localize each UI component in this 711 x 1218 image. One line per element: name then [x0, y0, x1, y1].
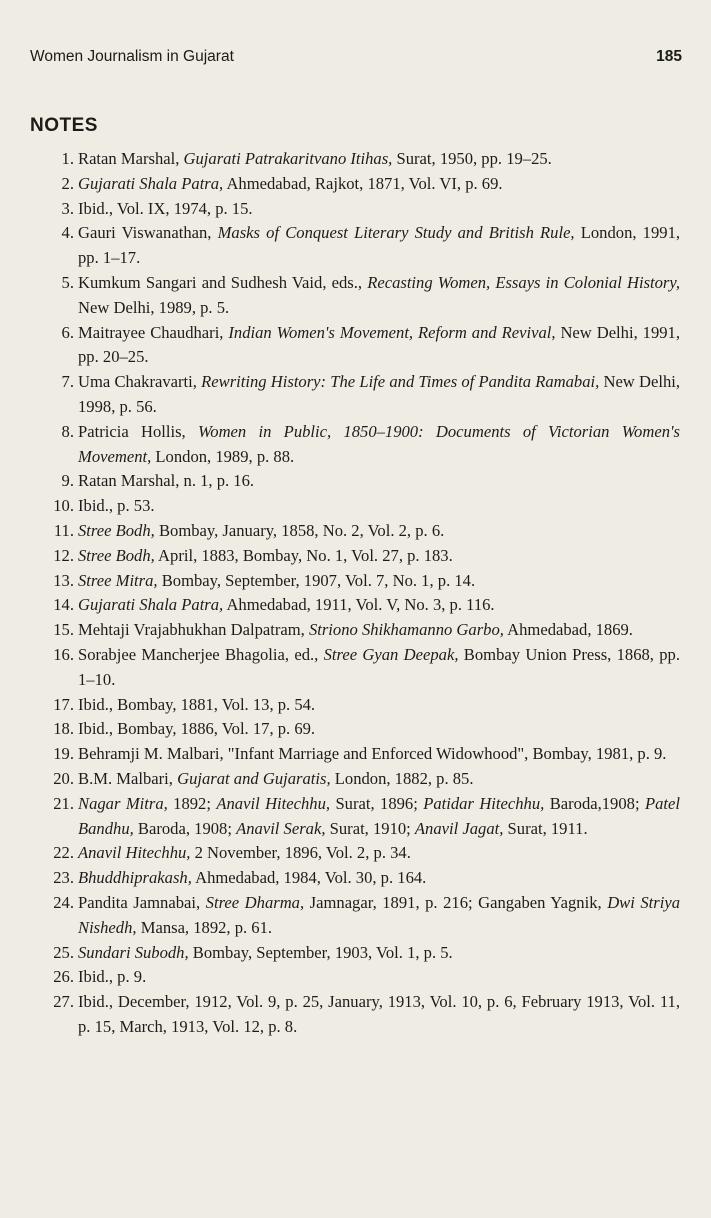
note-item — [30, 643, 680, 693]
note-segment: Ahmedabad, 1869. — [503, 620, 633, 640]
note-segment: Baroda,1908; — [544, 793, 645, 813]
notes-heading: NOTES — [30, 115, 98, 136]
note-item — [30, 271, 680, 321]
note-segment: Ibid., p. 9. — [78, 967, 147, 987]
note-text — [78, 941, 680, 966]
note-item — [30, 767, 680, 792]
note-number: 8. — [61, 421, 74, 441]
italic-title: Striono Shikhamanno Garbo, — [308, 620, 504, 640]
note-segment: Ibid., p. 53. — [78, 496, 155, 516]
note-segment: Bombay, January, 1858, No. 2, Vol. 2, p. 6. — [154, 520, 445, 540]
italic-title: Gujarati Patrakaritvano Itihas, — [183, 149, 393, 168]
note-text — [78, 693, 680, 718]
note-segment: Ahmedabad, 1984, Vol. 30, p. 164. — [191, 868, 427, 888]
italic-title: Rewriting History: The Life and Times of Pandita Ramabai, — [201, 372, 600, 392]
note-segment: Jamnagar, 1891, p. 216; Gangaben Yagnik, — [304, 892, 608, 912]
note-item — [30, 172, 680, 197]
note-segment: Maitrayee Chaudhari, — [78, 322, 229, 342]
note-segment: Surat, 1911. — [503, 818, 588, 838]
note-text — [78, 742, 680, 767]
note-item — [30, 197, 680, 222]
note-number: 27. — [53, 992, 74, 1012]
note-segment: London, 1989, p. 88. — [151, 446, 295, 466]
note-item — [30, 717, 680, 742]
note-item — [30, 618, 680, 643]
note-number: 23. — [53, 868, 74, 888]
note-text — [78, 544, 680, 569]
note-segment: New Delhi, 1989, p. 5. — [78, 297, 230, 317]
note-segment: April, 1883, Bombay, No. 1, Vol. 27, p. 183. — [154, 545, 453, 565]
note-item — [30, 420, 680, 470]
note-number: 6. — [61, 322, 74, 342]
note-number: 17. — [53, 694, 74, 714]
note-segment: Baroda, 1908; — [133, 818, 237, 838]
note-number: 1. — [61, 149, 74, 168]
note-number: 4. — [61, 223, 74, 243]
note-item — [30, 792, 680, 842]
note-item — [30, 941, 680, 966]
note-number: 21. — [53, 793, 74, 813]
italic-title: Anavil Hitechhu, — [216, 793, 331, 813]
note-segment: Surat, 1950, pp. 19–25. — [392, 149, 552, 168]
note-number: 11. — [53, 520, 74, 540]
note-item — [30, 990, 680, 1040]
note-segment: New Delhi, 1998, p. 56. — [78, 372, 680, 416]
italic-title: Sundari Subodh, — [78, 942, 189, 962]
note-segment: Surat, 1896; — [330, 793, 424, 813]
note-number: 19. — [53, 744, 74, 764]
note-text — [78, 321, 680, 371]
note-item — [30, 494, 680, 519]
note-text — [78, 172, 680, 197]
italic-title: Stree Gyan Deepak, — [323, 644, 459, 664]
note-segment: B.M. Malbari, — [78, 768, 178, 788]
note-text — [78, 866, 680, 891]
note-segment: New Delhi, 1991, pp. 20–25. — [78, 322, 680, 367]
note-text — [78, 147, 680, 172]
italic-title: Recasting Women, Essays in Colonial History, — [367, 272, 680, 292]
note-number: 26. — [53, 967, 74, 987]
note-item — [30, 569, 680, 594]
italic-title: Gujarati Shala Patra, — [78, 173, 224, 193]
note-item — [30, 866, 680, 891]
italic-title: Stree Dharma, — [205, 892, 305, 912]
note-number: 3. — [61, 198, 74, 218]
note-segment: Ahmedabad, 1911, Vol. V, No. 3, p. 116. — [223, 595, 495, 615]
italic-title: Anavil Jagat, — [414, 818, 504, 838]
note-item — [30, 693, 680, 718]
note-text — [78, 221, 680, 271]
note-item — [30, 469, 680, 494]
note-text — [78, 519, 680, 544]
note-segment: Bombay, September, 1903, Vol. 1, p. 5. — [188, 942, 453, 962]
note-item — [30, 221, 680, 271]
note-text — [78, 643, 680, 693]
running-header — [30, 48, 682, 72]
note-text — [78, 469, 680, 494]
note-segment: Behramji M. Malbari, "Infant Marriage and Enforced Widowhood", Bombay, 1981, p. 9. — [78, 744, 667, 764]
note-segment: London, 1991, pp. 1–17. — [78, 223, 681, 268]
note-segment: Sorabjee Mancherjee Bhagolia, ed., — [78, 644, 324, 664]
note-number: 5. — [61, 272, 74, 292]
italic-title: Gujarat and Gujaratis, — [177, 768, 331, 788]
note-number: 12. — [53, 545, 74, 565]
note-number: 14. — [53, 595, 74, 615]
note-item — [30, 965, 680, 990]
note-segment: Ibid., Bombay, 1881, Vol. 13, p. 54. — [78, 694, 316, 714]
note-text — [78, 990, 680, 1040]
note-number: 16. — [53, 644, 74, 664]
italic-title: Patidar Hitechhu, — [423, 793, 545, 813]
note-item — [30, 544, 680, 569]
note-text — [78, 494, 680, 519]
note-item — [30, 593, 680, 618]
running-title: Women Journalism in Gujarat — [30, 48, 234, 65]
italic-title: Masks of Conquest Literary Study and British Rule, — [217, 223, 575, 243]
italic-title: Stree Mitra, — [78, 570, 158, 590]
note-text — [78, 593, 680, 618]
note-text — [78, 965, 680, 990]
note-segment: Ibid., Bombay, 1886, Vol. 17, p. 69. — [78, 719, 316, 739]
note-segment: Mehtaji Vrajabhukhan Dalpatram, — [78, 620, 309, 640]
note-number: 20. — [53, 768, 74, 788]
italic-title: Stree Bodh, — [78, 520, 155, 540]
note-number: 22. — [53, 843, 74, 863]
note-segment: Uma Chakravarti, — [78, 372, 202, 392]
italic-title: Stree Bodh, — [78, 545, 155, 565]
note-number: 25. — [53, 942, 74, 962]
italic-title: Nagar Mitra, — [78, 793, 168, 813]
note-segment: 2 November, 1896, Vol. 2, p. 34. — [190, 843, 411, 863]
note-number: 7. — [61, 372, 74, 392]
note-text — [78, 717, 680, 742]
italic-title: Women in Public, 1850–1900: Documents of Victorian Women's Movement, — [78, 421, 681, 466]
italic-title: Anavil Hitechhu, — [78, 843, 191, 863]
note-segment: Ratan Marshal, n. 1, p. 16. — [78, 471, 255, 491]
note-number: 13. — [53, 570, 74, 590]
note-text — [78, 271, 680, 321]
note-text — [78, 841, 680, 866]
note-item — [30, 891, 680, 941]
note-segment: Ahmedabad, Rajkot, 1871, Vol. VI, p. 69. — [223, 173, 503, 193]
note-segment: Pandita Jamnabai, — [78, 892, 206, 912]
note-text — [78, 891, 680, 941]
italic-title: Gujarati Shala Patra, — [78, 595, 224, 615]
note-segment: Gauri Viswanathan, — [78, 223, 218, 243]
note-number: 9. — [61, 471, 74, 491]
note-segment: Ratan Marshal, — [78, 149, 184, 168]
note-text — [78, 370, 680, 420]
note-segment: London, 1882, p. 85. — [330, 768, 474, 788]
page-number: 185 — [656, 48, 682, 65]
note-segment: 1892; — [167, 793, 217, 813]
note-item — [30, 321, 680, 371]
note-number: 24. — [53, 892, 74, 912]
note-number: 10. — [53, 496, 74, 516]
note-item — [30, 147, 680, 172]
note-number: 15. — [53, 620, 74, 640]
note-item — [30, 841, 680, 866]
note-number: 18. — [53, 719, 74, 739]
note-segment: Bombay, September, 1907, Vol. 7, No. 1, p. 14. — [157, 570, 476, 590]
note-item — [30, 370, 680, 420]
italic-title: Bhuddhiprakash, — [78, 868, 192, 888]
note-segment: Surat, 1910; — [325, 818, 415, 838]
note-item — [30, 519, 680, 544]
note-segment: Mansa, 1892, p. 61. — [136, 917, 273, 937]
note-text — [78, 767, 680, 792]
notes-list — [30, 147, 680, 1040]
note-text — [78, 569, 680, 594]
note-segment: Kumkum Sangari and Sudhesh Vaid, eds., — [78, 272, 368, 292]
note-text — [78, 420, 680, 470]
note-text — [78, 197, 680, 222]
note-text — [78, 792, 680, 842]
italic-title: Indian Women's Movement, Reform and Revival, — [228, 322, 556, 342]
italic-title: Dwi Striya Nishedh, — [78, 892, 681, 937]
note-segment: Ibid., Vol. IX, 1974, p. 15. — [78, 198, 253, 218]
note-number: 2. — [61, 173, 74, 193]
note-segment: Bombay Union Press, 1868, pp. 1–10. — [78, 644, 680, 689]
note-segment: Patricia Hollis, — [78, 421, 198, 441]
italic-title: Anavil Serak, — [236, 818, 326, 838]
note-item — [30, 742, 680, 767]
note-segment: Ibid., December, 1912, Vol. 9, p. 25, January, 1913, Vol. 10, p. 6, February 1913, Vol. 11, p. 15, March, 1913, Vol. 12, p. 8. — [78, 992, 680, 1036]
note-text — [78, 618, 680, 643]
italic-title: Patel Bandhu, — [78, 793, 680, 838]
